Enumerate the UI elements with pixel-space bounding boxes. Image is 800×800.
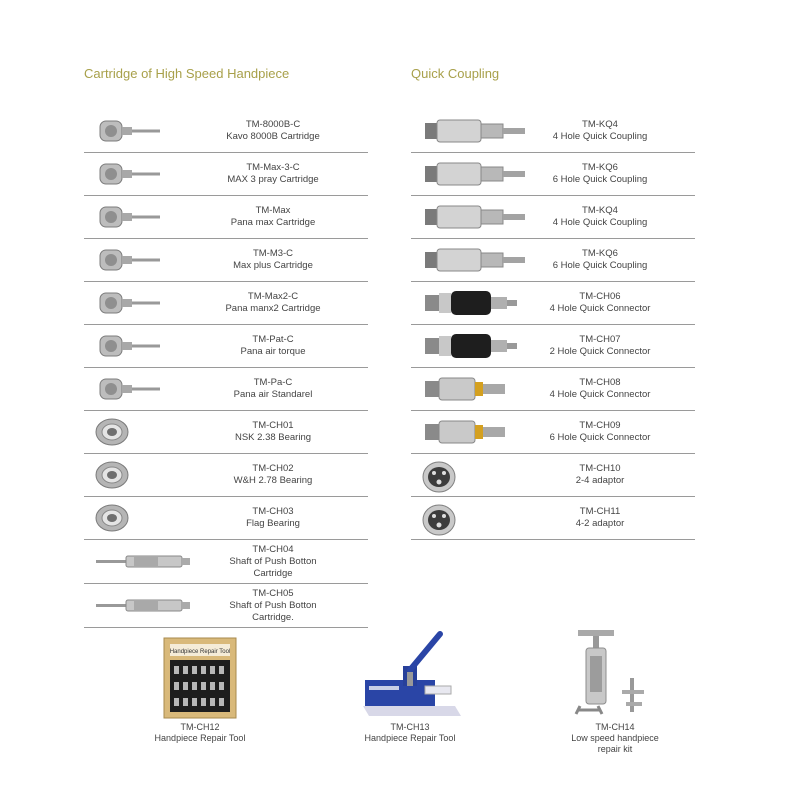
coupling-code: TM-CH11 [579, 506, 621, 517]
cartridge-desc: W&H 2.78 Bearing [233, 475, 313, 486]
cartridge-row [84, 325, 368, 368]
cartridge-desc: Shaft of Push Botton [229, 555, 317, 567]
cartridge-row [84, 540, 368, 584]
cartridge-text [188, 325, 358, 367]
coupling-code: TM-CH09 [579, 420, 621, 431]
tool-desc: Handpiece Repair Tool [364, 733, 456, 743]
tool-desc-2: repair kit [597, 744, 633, 754]
coupling-text [515, 153, 685, 195]
tool-code: TM-CH14 [595, 722, 635, 732]
coupling-text [515, 411, 685, 453]
cartridge-code: TM-CH02 [252, 463, 294, 474]
cartridge-code: TM-CH05 [252, 587, 294, 599]
coupling-code: TM-CH10 [579, 463, 621, 474]
cartridge-row [84, 110, 368, 153]
coupling-row [411, 153, 695, 196]
cartridge-row [84, 497, 368, 540]
coupling-row [411, 196, 695, 239]
coupling-row [411, 368, 695, 411]
tool-desc: Handpiece Repair Tool [154, 733, 246, 743]
cartridge-code: TM-M3-C [252, 248, 294, 259]
cartridge-text [188, 282, 358, 324]
cartridge-text [188, 153, 358, 195]
cartridge-row [84, 584, 368, 628]
coupling-section-title: Quick Coupling [411, 66, 500, 81]
tool-item-ch13 [350, 626, 470, 744]
repair-kit-box-icon [160, 632, 240, 722]
coupling-text [515, 497, 685, 539]
coupling-code: TM-CH08 [579, 377, 621, 388]
coupling-code: TM-KQ4 [582, 119, 618, 130]
cartridge-desc: MAX 3 pray Cartridge [227, 174, 319, 185]
cartridge-row [84, 153, 368, 196]
coupling-desc: 6 Hole Quick Connector [549, 432, 651, 443]
cartridge-desc-2: Cartridge [253, 567, 293, 579]
cartridge-row [84, 239, 368, 282]
coupling-desc: 4 Hole Quick Coupling [552, 217, 648, 228]
coupling-text [515, 368, 685, 410]
coupling-row [411, 325, 695, 368]
coupling-desc: 6 Hole Quick Coupling [552, 174, 648, 185]
tool-desc: Low speed handpiece [571, 733, 659, 743]
coupling-desc: 4 Hole Quick Coupling [552, 131, 648, 142]
coupling-row [411, 454, 695, 497]
cartridge-desc: Pana max Cartridge [230, 217, 316, 228]
cartridge-code: TM-Max-3-C [246, 162, 300, 173]
coupling-text [515, 196, 685, 238]
coupling-list [411, 110, 695, 540]
cartridge-desc: NSK 2.38 Bearing [234, 432, 312, 443]
cartridge-desc: Kavo 8000B Cartridge [226, 131, 320, 142]
coupling-code: TM-CH06 [579, 291, 621, 302]
cartridge-row [84, 454, 368, 497]
cartridge-list [84, 110, 368, 628]
coupling-row [411, 497, 695, 540]
cartridge-text [188, 368, 358, 410]
coupling-code: TM-CH07 [579, 334, 621, 345]
coupling-code: TM-KQ6 [582, 162, 618, 173]
cartridge-text [188, 196, 358, 238]
low-speed-kit-icon [570, 626, 660, 722]
cartridge-row [84, 411, 368, 454]
cartridge-desc: Shaft of Push Botton [229, 599, 317, 611]
cartridge-desc: Flag Bearing [246, 518, 300, 529]
cartridge-code: TM-CH03 [252, 506, 294, 517]
coupling-desc: 2-4 adaptor [575, 475, 625, 486]
cartridge-code: TM-Pa-C [253, 377, 293, 388]
tool-item-ch14 [560, 626, 670, 755]
tool-code: TM-CH12 [180, 722, 220, 732]
coupling-desc: 4-2 adaptor [575, 518, 625, 529]
coupling-desc: 4 Hole Quick Connector [549, 389, 651, 400]
cartridge-code: TM-Max [255, 205, 291, 216]
coupling-row [411, 411, 695, 454]
coupling-text [515, 282, 685, 324]
coupling-desc: 6 Hole Quick Coupling [552, 260, 648, 271]
box-label: Handpiece Repair Tool [169, 649, 231, 655]
cartridge-text [188, 239, 358, 281]
coupling-text [515, 325, 685, 367]
coupling-desc: 4 Hole Quick Connector [549, 303, 651, 314]
cartridge-code: TM-Max2-C [247, 291, 299, 302]
tool-item-ch12 [140, 632, 260, 744]
cartridge-code: TM-CH01 [252, 420, 294, 431]
coupling-desc: 2 Hole Quick Connector [549, 346, 651, 357]
press-tool-icon [355, 626, 465, 722]
coupling-row [411, 282, 695, 325]
cartridge-text [188, 454, 358, 496]
cartridge-desc: Pana air Standarel [233, 389, 313, 400]
cartridge-desc: Pana air torque [240, 346, 306, 357]
cartridge-row [84, 196, 368, 239]
cartridge-desc-2: Cartridge. [252, 611, 294, 623]
cartridge-section-title: Cartridge of High Speed Handpiece [84, 66, 290, 81]
coupling-text [515, 239, 685, 281]
cartridge-text [188, 540, 358, 583]
cartridge-row [84, 282, 368, 325]
cartridge-desc: Pana manx2 Cartridge [225, 303, 321, 314]
coupling-code: TM-KQ4 [582, 205, 618, 216]
cartridge-text [188, 110, 358, 152]
cartridge-row [84, 368, 368, 411]
tool-code: TM-CH13 [390, 722, 430, 732]
coupling-row [411, 239, 695, 282]
coupling-text [515, 454, 685, 496]
cartridge-code: TM-Pat-C [252, 334, 294, 345]
cartridge-text [188, 497, 358, 539]
cartridge-desc: Max plus Cartridge [233, 260, 313, 271]
cartridge-code: TM-8000B-C [245, 119, 301, 130]
cartridge-code: TM-CH04 [252, 543, 294, 555]
coupling-text [515, 110, 685, 152]
coupling-row [411, 110, 695, 153]
cartridge-text [188, 584, 358, 627]
cartridge-text [188, 411, 358, 453]
coupling-code: TM-KQ6 [582, 248, 618, 259]
